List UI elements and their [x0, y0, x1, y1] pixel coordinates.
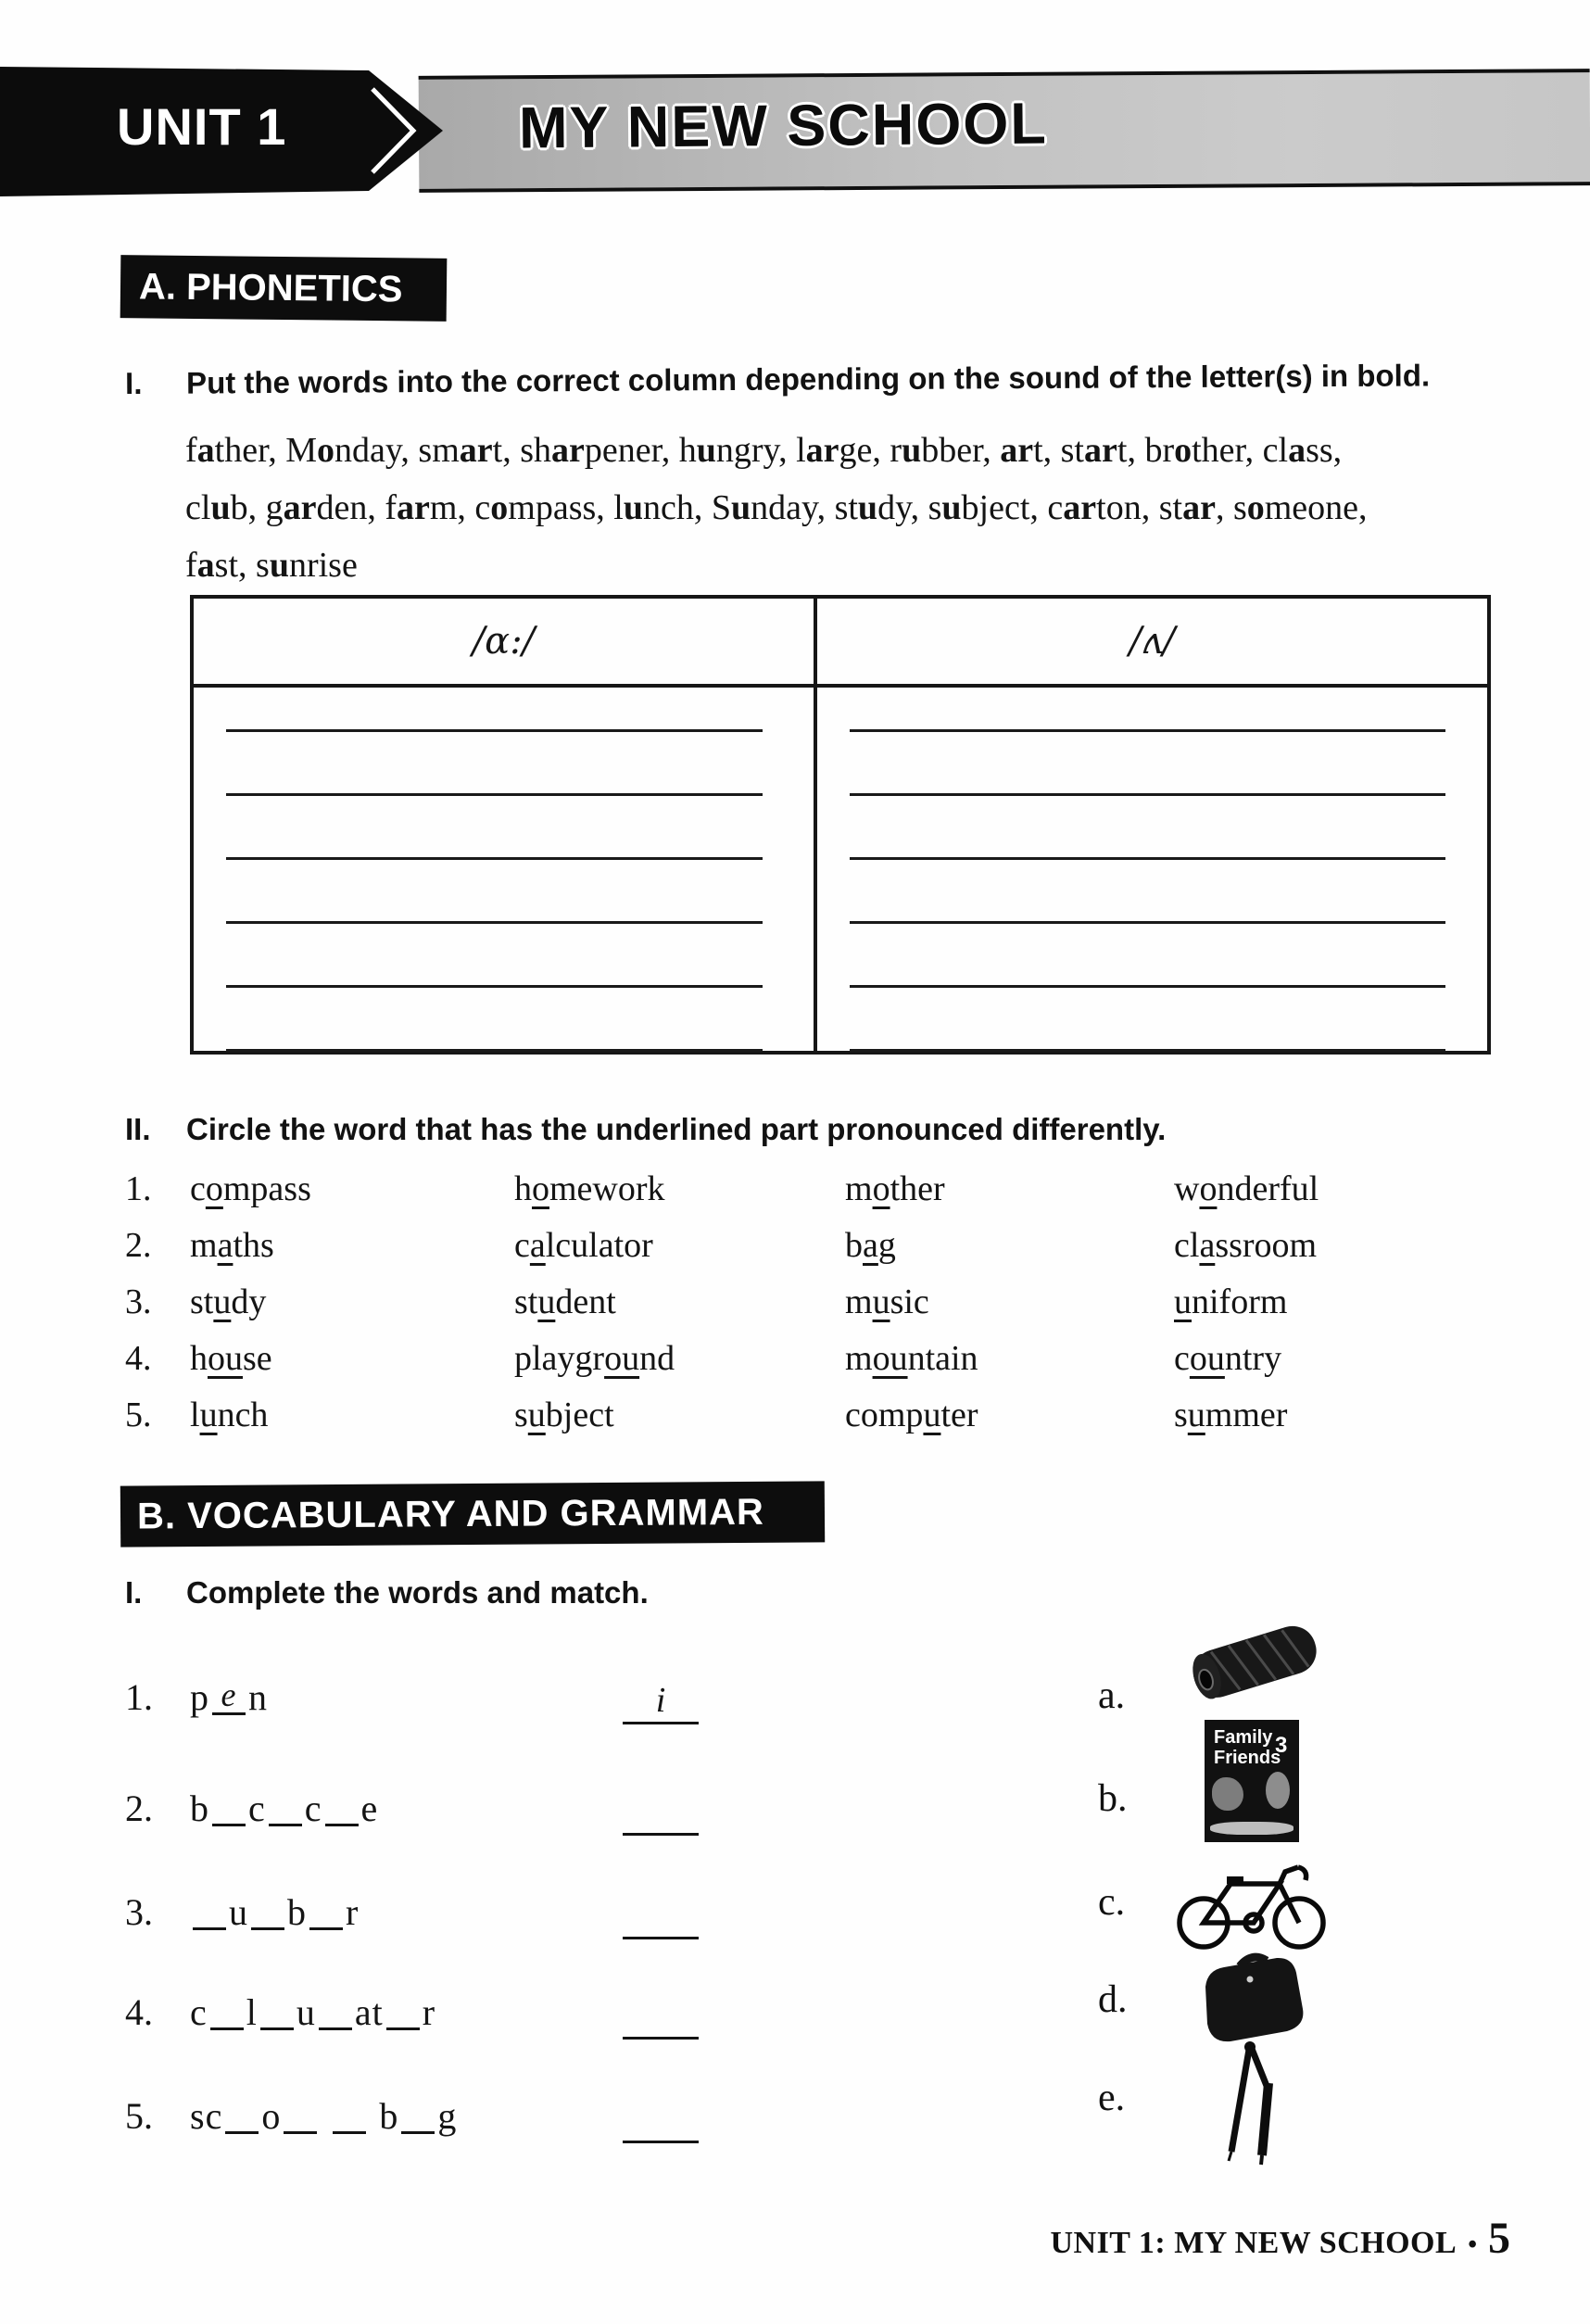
underlined-part: u [1187, 1396, 1205, 1434]
word-fragment: b [287, 1891, 307, 1933]
letter-blank [212, 1792, 246, 1826]
blank-writing-line [226, 688, 763, 732]
row-number: 3. [125, 1282, 152, 1321]
bold-letter: a [196, 546, 215, 585]
letter-blank [386, 1996, 420, 2030]
circle-word-row [125, 1396, 1515, 1452]
underlined-part: a [1199, 1226, 1216, 1265]
blank-writing-line [226, 988, 763, 1052]
choice-word: summer [1174, 1396, 1288, 1434]
bold-letter: o [490, 488, 509, 527]
choice-word: homework [514, 1169, 665, 1208]
blank-writing-line [850, 860, 1445, 924]
circle-word-rows [125, 1169, 1515, 1452]
bold-letter: o [317, 431, 335, 470]
match-item [125, 1787, 959, 1842]
bold-letter: ar [396, 488, 430, 527]
circle-word-row [125, 1169, 1515, 1226]
letter-blank [193, 1896, 226, 1930]
section-b-heading: B. VOCABULARY AND GRAMMAR [120, 1481, 825, 1547]
blank-writing-line [850, 988, 1445, 1052]
exercise-numeral: I. [125, 1575, 143, 1610]
option-letter-e: e. [1098, 2077, 1126, 2119]
answer-blank [623, 1790, 699, 1836]
underlined-part: u [537, 1282, 556, 1321]
word-fragment: sc [190, 2095, 223, 2137]
underlined-part: u [1174, 1282, 1192, 1321]
answer-blank [623, 1994, 699, 2040]
ipa-header-uh: /ʌ/ [1129, 620, 1176, 663]
underlined-part: a [217, 1226, 233, 1265]
word: study [834, 488, 911, 527]
answer-blank [623, 2098, 699, 2143]
letter-blank [325, 1792, 359, 1826]
ipa-header-a: /ɑ:/ [194, 599, 817, 684]
word: large [796, 431, 873, 470]
underlined-part: u [527, 1396, 546, 1434]
bold-letter: u [696, 431, 716, 470]
word: start [1060, 431, 1128, 470]
page-number: 5 [1488, 2214, 1510, 2263]
choice-word: calculator [514, 1226, 653, 1265]
bold-letter: a [1288, 431, 1306, 470]
blank-writing-line [226, 732, 763, 796]
letter-blank [212, 1676, 246, 1715]
row-number: 5. [125, 1396, 152, 1434]
word: brother [1144, 431, 1245, 470]
unit-label: UNIT 1 [117, 97, 287, 156]
underlined-part: a [529, 1226, 546, 1265]
choice-word: house [190, 1339, 272, 1378]
word: club [185, 488, 248, 527]
word-list-line: fast, sunrise [185, 546, 358, 585]
unit-label-chevron [0, 65, 447, 196]
book-title-line2: Friends [1214, 1748, 1281, 1768]
book-title-line1: Family [1214, 1727, 1273, 1748]
choice-word: student [514, 1282, 616, 1321]
exercise-a1-instruction-row [125, 358, 1515, 401]
underlined-part: ou [872, 1339, 908, 1378]
word: farm [385, 488, 458, 527]
choice-word: uniform [1174, 1282, 1288, 1321]
choice-word: bag [845, 1226, 896, 1265]
letter-blank [225, 2100, 259, 2134]
book-number: 3 [1275, 1733, 1288, 1758]
bold-letter: ar [459, 431, 493, 470]
exercise-numeral: II. [125, 1112, 151, 1146]
word: class [1262, 431, 1333, 470]
unit-title: MY NEW SCHOOL [518, 91, 1049, 161]
table-cell-a-lines [194, 688, 817, 1052]
bold-letter: o [1174, 431, 1192, 470]
match-item [125, 1890, 959, 1946]
choice-word: subject [514, 1396, 614, 1434]
bold-letter: u [210, 488, 231, 527]
blank-writing-line [226, 796, 763, 860]
word-with-blanks [190, 1787, 378, 1829]
unit-banner [0, 65, 1590, 196]
option-letter-a: a. [1098, 1674, 1126, 1717]
word-fragment: n [248, 1676, 268, 1718]
underlined-part: o [1199, 1169, 1218, 1208]
footer-unit-text: UNIT 1: MY NEW SCHOOL [1050, 2226, 1458, 2260]
word: Sunday [711, 488, 817, 527]
option-letter-c: c. [1098, 1881, 1126, 1924]
underlined-part: u [199, 1396, 218, 1434]
word-with-blanks [190, 1891, 359, 1933]
phonetics-table [190, 595, 1491, 1055]
word-list-line: father, Monday, smart, sharpener, hungry, large, rubber, art, start, brother, class, [185, 431, 1343, 470]
bold-letter: u [902, 431, 922, 470]
section-a-heading: A. PHONETICS [120, 255, 448, 322]
bold-letter: ar [805, 431, 839, 470]
letter-blank [210, 1996, 244, 2030]
underlined-part: u [923, 1396, 941, 1434]
answer-blank [623, 1894, 699, 1939]
word: compass [474, 488, 597, 527]
word: sharpener [520, 431, 662, 470]
letter-blank [251, 1896, 284, 1930]
bold-letter: ar [1000, 431, 1034, 470]
bold-letter: ar [1084, 431, 1117, 470]
word: fast [185, 546, 239, 585]
word: lunch [613, 488, 694, 527]
word-fragment: u [229, 1891, 248, 1933]
word-fragment: b [369, 2095, 399, 2137]
exercise-a2-instruction-row [125, 1112, 1515, 1147]
circle-word-row [125, 1339, 1515, 1396]
exercise-instruction: Put the words into the correct column depending on the sound of the letter(s) in bold. [185, 358, 1431, 400]
bicycle-image [1175, 1851, 1328, 1951]
match-item [125, 2094, 959, 2150]
letter-blank [401, 2100, 435, 2134]
letter-blank [309, 1896, 343, 1930]
blank-writing-line [850, 688, 1445, 732]
word-fragment: r [346, 1891, 360, 1933]
word: subject [928, 488, 1030, 527]
book-cover-photo-blob [1212, 1777, 1243, 1811]
handwritten-answer: i [655, 1681, 666, 1720]
word-with-blanks [190, 1676, 268, 1718]
word-fragment: at [354, 1991, 384, 2033]
underlined-part: a [863, 1226, 878, 1265]
exercise-instruction: Circle the word that has the underlined part pronounced differently. [186, 1112, 1167, 1146]
choice-word: country [1174, 1339, 1282, 1378]
underlined-part: u [213, 1282, 232, 1321]
match-item [125, 1675, 959, 1731]
exercise-numeral: I. [125, 365, 143, 400]
underlined-part: ou [604, 1339, 640, 1378]
word: father [185, 431, 269, 470]
word-fragment: c [304, 1787, 322, 1829]
bold-letter: u [623, 488, 643, 527]
answer-blank [623, 1679, 699, 1724]
word-list-line: club, garden, farm, compass, lunch, Sunday, study, subject, carton, star, someone, [185, 488, 1368, 527]
page-footer [1050, 2213, 1510, 2264]
word-fragment: g [437, 2095, 458, 2137]
letter-blank [269, 1792, 302, 1826]
bold-letter: o [1246, 488, 1265, 527]
blank-writing-line [850, 924, 1445, 988]
underlined-part: u [872, 1282, 890, 1321]
word-with-blanks [190, 2095, 457, 2137]
underlined-part: ou [1189, 1339, 1225, 1378]
bold-letter: ar [1063, 488, 1097, 527]
row-number: 1. [125, 1169, 152, 1208]
item-number: 2. [125, 1787, 153, 1829]
word-fragment: b [190, 1787, 209, 1829]
item-number: 1. [125, 1676, 153, 1718]
bold-letter: a [196, 431, 215, 470]
pencil-case-image [1179, 1610, 1327, 1712]
choice-word: lunch [190, 1396, 269, 1434]
choice-word: computer [845, 1396, 978, 1434]
letter-blank [319, 1996, 352, 2030]
bold-letter: u [941, 488, 962, 527]
bold-letter: ar [283, 488, 317, 527]
word: hungry [678, 431, 779, 470]
choice-word: music [845, 1282, 929, 1321]
school-bag-image [1189, 1951, 1314, 2044]
blank-writing-line [850, 732, 1445, 796]
blank-writing-line [226, 924, 763, 988]
letter-blank [284, 2100, 317, 2134]
book-cover-photo-blob [1266, 1772, 1290, 1809]
word-with-blanks [190, 1991, 435, 2033]
book-cover-photo-blob [1210, 1822, 1293, 1835]
word-fragment: u [296, 1991, 316, 2033]
underlined-part: o [205, 1169, 223, 1208]
word-fragment: p [190, 1676, 209, 1718]
word: Monday [285, 431, 401, 470]
phonetics-table-body [194, 688, 1487, 1052]
word-fragment: r [422, 1991, 436, 2033]
item-number: 5. [125, 2095, 153, 2137]
drawing-compass-image [1219, 2039, 1284, 2168]
choice-word: maths [190, 1226, 274, 1265]
bold-letter: u [731, 488, 751, 527]
word-fragment: l [246, 1991, 258, 2033]
table-cell-uh-lines [817, 688, 1487, 1052]
bold-letter: u [857, 488, 878, 527]
exercise-b1-instruction-row [125, 1575, 1515, 1610]
word: someone [1232, 488, 1359, 527]
underlined-part: ou [208, 1339, 243, 1378]
row-number: 2. [125, 1226, 152, 1265]
word-fragment: c [190, 1991, 208, 2033]
item-number: 3. [125, 1891, 153, 1933]
word: art [1000, 431, 1043, 470]
word-list [185, 422, 1510, 594]
bold-letter: ar [551, 431, 585, 470]
blank-writing-line [226, 860, 763, 924]
choice-word: mother [845, 1169, 945, 1208]
handwritten-letter: e [221, 1676, 237, 1713]
word-fragment: e [360, 1787, 379, 1829]
word: sunrise [256, 546, 358, 585]
family-friends-book-image [1205, 1720, 1299, 1842]
word: star [1158, 488, 1216, 527]
word-fragment: c [248, 1787, 266, 1829]
bold-letter: ar [1182, 488, 1216, 527]
word: smart [418, 431, 503, 470]
letter-blank [260, 1996, 294, 2030]
match-item [125, 1990, 959, 2046]
option-letter-d: d. [1098, 1978, 1128, 2021]
choice-word: study [190, 1282, 267, 1321]
circle-word-row [125, 1282, 1515, 1339]
blank-writing-line [850, 796, 1445, 860]
choice-word: playground [514, 1339, 675, 1378]
underlined-part: o [872, 1169, 890, 1208]
choice-word: compass [190, 1169, 311, 1208]
bold-letter: u [269, 546, 289, 585]
row-number: 4. [125, 1339, 152, 1378]
letter-blank [333, 2100, 366, 2134]
word: rubber [890, 431, 983, 470]
word: carton [1047, 488, 1142, 527]
underlined-part: o [532, 1169, 549, 1208]
exercise-instruction: Complete the words and match. [186, 1575, 649, 1610]
circle-word-row [125, 1226, 1515, 1282]
choice-word: mountain [845, 1339, 978, 1378]
footer-bullet: • [1468, 2230, 1477, 2259]
phonetics-table-header [194, 599, 1487, 688]
choice-word: wonderful [1174, 1169, 1319, 1208]
word-fragment [320, 2095, 330, 2137]
choice-word: classroom [1174, 1226, 1318, 1265]
word: garden [265, 488, 368, 527]
option-letter-b: b. [1098, 1777, 1128, 1820]
item-number: 4. [125, 1991, 153, 2033]
word-fragment: o [261, 2095, 282, 2137]
